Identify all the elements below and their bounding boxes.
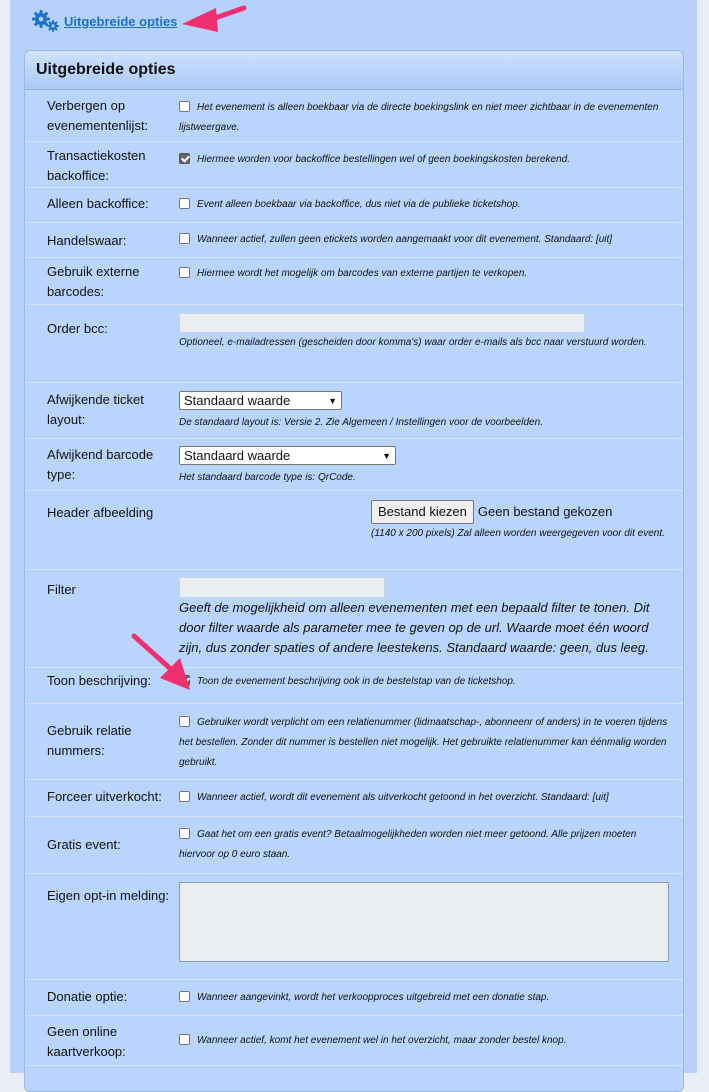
header-image-label: Header afbeelding (47, 505, 154, 520)
free-event-desc: Gaat het om een gratis event? Betaalmogelijkheden worden niet meer getoond. Alle prijzen moeten hiervoor op 0 euro staan. (179, 829, 637, 860)
barcode-type-label: Afwijkend barcode type: (47, 447, 154, 482)
row-ticket-layout (25, 383, 683, 439)
merchandise-label: Handelswaar: (47, 233, 127, 248)
backoffice-only-label: Alleen backoffice: (47, 196, 149, 211)
row-force-soldout (25, 780, 683, 817)
row-order-bcc (25, 305, 683, 383)
no-online-sales-label: Geen online kaartverkoop: (47, 1024, 126, 1059)
no-online-sales-desc: Wanneer actief, komt het evenement wel in het overzicht, maar zonder bestel knop. (197, 1035, 567, 1046)
free-event-label: Gratis event: (47, 837, 121, 852)
ticket-layout-selected: Standaard waarde (184, 392, 291, 408)
order-bcc-input[interactable] (179, 313, 585, 333)
no-online-sales-checkbox[interactable] (179, 1034, 190, 1045)
barcode-type-desc: Het standaard barcode type is: QrCode. (179, 471, 356, 483)
filter-input[interactable] (179, 577, 385, 598)
row-filter (25, 570, 683, 668)
choose-file-button[interactable]: Bestand kiezen (371, 500, 474, 524)
row-barcode-type (25, 439, 683, 491)
header-image-desc: (1140 x 200 pixels) Zal alleen worden weergegeven voor dit event. (371, 528, 665, 539)
gears-icon (32, 9, 60, 33)
order-bcc-label: Order bcc: (47, 321, 108, 336)
relation-numbers-label: Gebruik relatie nummers: (47, 723, 132, 758)
order-bcc-desc: Optioneel, e-mailadressen (gescheiden door komma's) waar order e-mails als bcc naar verstuurd worden. (179, 337, 647, 348)
force-soldout-desc: Wanneer actief, wordt dit evenement als uitverkocht getoond in het overzicht. Standaard: [uit] (197, 792, 609, 803)
transaction-costs-label: Transactiekosten backoffice: (47, 148, 146, 183)
external-barcodes-desc: Hiermee wordt het mogelijk om barcodes van externe partijen te verkopen. (197, 268, 528, 279)
external-barcodes-checkbox[interactable] (179, 267, 190, 278)
advanced-options-toggle-label[interactable]: Uitgebreide opties (64, 13, 178, 29)
row-optin (25, 874, 683, 980)
chevron-down-icon: ▼ (382, 450, 391, 461)
ticket-layout-select[interactable] (179, 391, 342, 410)
relation-numbers-checkbox[interactable] (179, 716, 190, 727)
ticket-layout-desc: De standaard layout is: Versie 2. Zie Algemeen / Instellingen voor de voorbeelden. (179, 416, 543, 428)
row-external-barcodes (25, 258, 683, 305)
merchandise-checkbox[interactable] (179, 233, 190, 244)
row-show-description (25, 668, 683, 704)
optin-label: Eigen opt-in melding: (47, 888, 170, 903)
hide-events-label: Verbergen op evenementenlijst: (47, 98, 149, 133)
free-event-checkbox[interactable] (179, 828, 190, 839)
file-status: Geen bestand gekozen (477, 504, 613, 519)
row-no-online-sales (25, 1016, 683, 1066)
donation-desc: Wanneer aangevinkt, wordt het verkoopproces uitgebreid met een donatie stap. (197, 992, 550, 1003)
chevron-down-icon: ▼ (328, 395, 337, 406)
advanced-options-panel (24, 50, 684, 1092)
annotation-arrow-top (178, 2, 248, 42)
row-header-image (25, 491, 683, 570)
hide-events-checkbox[interactable] (179, 101, 190, 112)
row-merchandise (25, 223, 683, 258)
advanced-options-toggle[interactable] (32, 6, 177, 36)
row-free-event (25, 817, 683, 874)
transaction-costs-checkbox[interactable] (179, 153, 190, 164)
ticket-layout-label: Afwijkende ticket layout: (47, 392, 144, 427)
force-soldout-checkbox[interactable] (179, 791, 190, 802)
transaction-costs-desc: Hiermee worden voor backoffice bestellingen wel of geen boekingskosten berekend. (197, 154, 571, 165)
row-relation-numbers (25, 704, 683, 780)
force-soldout-label: Forceer uitverkocht: (47, 789, 162, 804)
hide-events-desc: Het evenement is alleen boekbaar via de directe boekingslink en niet meer zichtbaar in de evenementen lijstweergave. (179, 102, 659, 133)
row-transaction-costs (25, 142, 683, 188)
barcode-type-selected: Standaard waarde (184, 447, 291, 463)
donation-checkbox[interactable] (179, 991, 190, 1002)
row-backoffice-only (25, 188, 683, 223)
filter-label: Filter (47, 582, 76, 597)
optin-textarea[interactable] (179, 882, 669, 962)
panel-title: Uitgebreide opties (25, 51, 683, 90)
row-donation (25, 980, 683, 1016)
merchandise-desc: Wanneer actief, zullen geen etickets worden aangemaakt voor dit evenement. Standaard: [uit] (197, 234, 613, 245)
backoffice-only-desc: Event alleen boekbaar via backoffice, dus niet via de publieke ticketshop. (197, 199, 521, 210)
donation-label: Donatie optie: (47, 989, 128, 1004)
row-hide-events (25, 90, 683, 142)
show-description-label: Toon beschrijving: (47, 673, 152, 688)
relation-numbers-desc: Gebruiker wordt verplicht om een relatienummer (lidmaatschap-, abonneenr of anders) in te voeren tijdens het bestellen. Zonder dit nummer is bestellen niet mogelijk. Het gebruikte relatienummer kan éénmalig worden gebruikt. (179, 717, 668, 768)
show-description-checkbox[interactable] (179, 675, 190, 686)
page-background (10, 0, 697, 1073)
barcode-type-select[interactable] (179, 446, 396, 465)
filter-desc: Geeft de mogelijkheid om alleen evenementen met een bepaald filter te tonen. Dit door filter waarde als parameter mee te geven op de url. Waarde moet één woord zijn, dus zonder spaties of andere leestekens. Standaard waarde: geen, dus leeg. (179, 600, 650, 655)
backoffice-only-checkbox[interactable] (179, 198, 190, 209)
show-description-desc: Toon de evenement beschrijving ook in de bestelstap van de ticketshop. (197, 676, 516, 687)
external-barcodes-label: Gebruik externe barcodes: (47, 264, 140, 299)
